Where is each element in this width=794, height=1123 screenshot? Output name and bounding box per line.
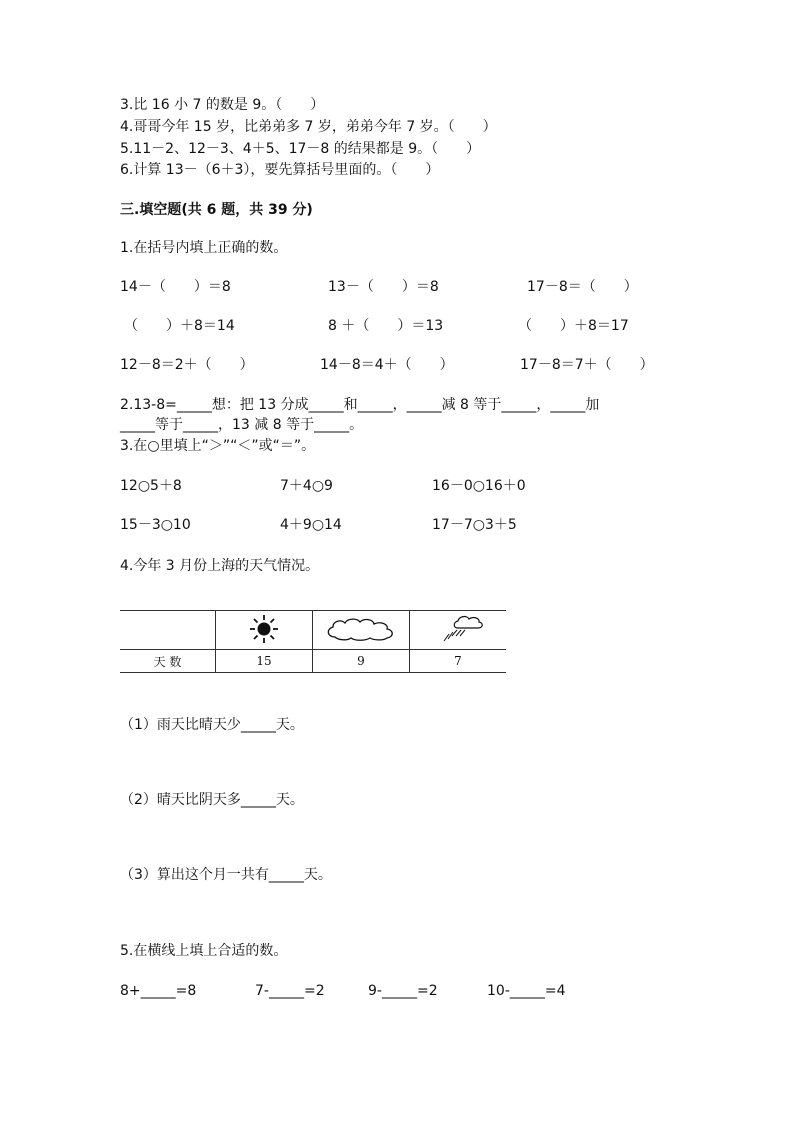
- q3-cell: 4＋9○14: [280, 517, 342, 533]
- weather-table-corner: [120, 611, 216, 650]
- q5-item: 9-_____=2: [368, 983, 438, 999]
- q3-cell: 7＋4○9: [280, 478, 333, 494]
- judgement-item-6: 6.计算 13－（6＋3），要先算括号里面的。（ ）: [120, 162, 440, 178]
- q4-sub-1: （1）雨天比晴天少_____天。: [120, 717, 304, 733]
- section-title: 三.填空题(共 6 题，共 39 分): [120, 202, 313, 218]
- q2-line-2: _____等于_____，13 减 8 等于_____。: [120, 417, 364, 433]
- q5-item: 8+_____=8: [120, 983, 197, 999]
- q1-cell: 12－8＝2＋（ ）: [120, 357, 254, 373]
- q1-cell: 13－（ ）＝8: [328, 279, 439, 295]
- q4-sub-2: （2）晴天比阴天多_____天。: [120, 792, 304, 808]
- cloud-icon: [323, 615, 399, 643]
- rainy-days-value: 7: [410, 650, 507, 673]
- q1-cell: 14－8＝4＋（ ）: [320, 357, 454, 373]
- weather-icon-cell: [410, 611, 507, 650]
- weather-table: [120, 610, 506, 673]
- q1-cell: 14－（ ）＝8: [120, 279, 231, 295]
- q3-cell: 15－3○10: [120, 517, 191, 533]
- q5-item: 10-_____=4: [487, 983, 566, 999]
- q5-title: 5.在横线上填上合适的数。: [120, 943, 288, 959]
- q3-title: 3.在○里填上“＞”“＜”或“＝”。: [120, 438, 316, 454]
- judgement-item-4: 4.哥哥今年 15 岁，比弟弟多 7 岁，弟弟今年 7 岁。（ ）: [120, 119, 497, 135]
- q3-cell: 16－0○16＋0: [432, 478, 526, 494]
- q1-cell: 17－8＝7＋（ ）: [520, 357, 654, 373]
- q1-cell: （ ）＋8＝14: [124, 318, 235, 334]
- sun-icon: [246, 614, 282, 644]
- q1-cell: （ ）＋8＝17: [518, 318, 629, 334]
- q4-title: 4.今年 3 月份上海的天气情况。: [120, 558, 320, 574]
- weather-icon-cell: [216, 611, 313, 650]
- cloudy-days-value: 9: [313, 650, 410, 673]
- sunny-days-value: 15: [216, 650, 313, 673]
- judgement-item-5: 5.11－2、12－3、4＋5、17－8 的结果都是 9。（ ）: [120, 141, 481, 157]
- q1-title: 1.在括号内填上正确的数。: [120, 240, 288, 256]
- q5-item: 7-_____=2: [255, 983, 325, 999]
- q3-cell: 17－7○3＋5: [432, 517, 517, 533]
- q3-cell: 12○5＋8: [120, 478, 182, 494]
- q1-cell: 17－8＝（ ）: [527, 279, 638, 295]
- q4-sub-3: （3）算出这个月一共有_____天。: [120, 867, 332, 883]
- rain-icon: [428, 614, 488, 644]
- q2-line-1: 2.13-8=_____想：把 13 分成_____和_____，_____减 8 等于_____，_____加: [120, 397, 600, 413]
- weather-row-label: 天 数: [120, 650, 216, 673]
- judgement-item-3: 3.比 16 小 7 的数是 9。（ ）: [120, 97, 325, 113]
- q1-cell: 8 ＋（ ）＝13: [328, 318, 444, 334]
- weather-icon-cell: [313, 611, 410, 650]
